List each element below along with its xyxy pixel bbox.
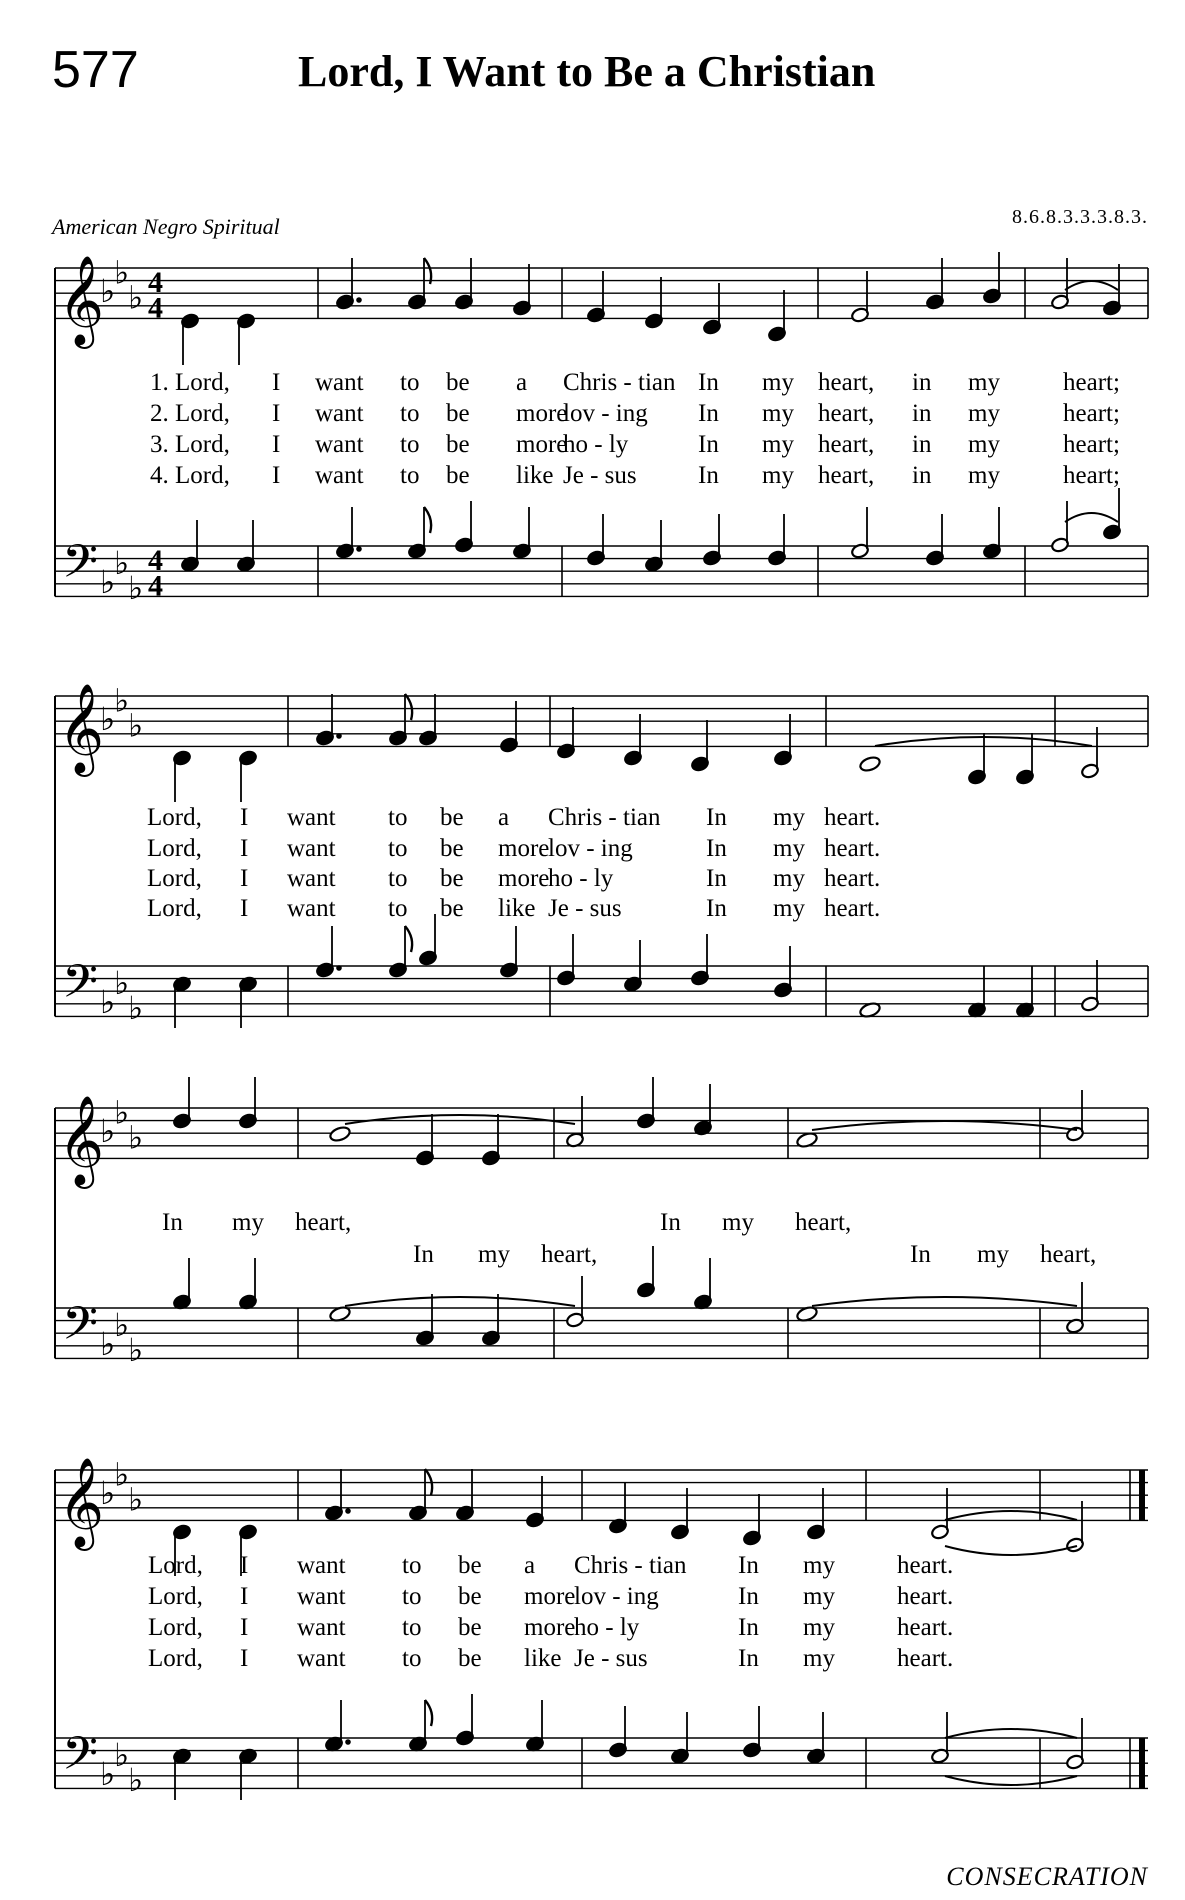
lyric-syllable: be	[458, 1552, 482, 1579]
lyric-syllable: a	[524, 1552, 536, 1579]
lyric-syllable: heart.	[897, 1583, 954, 1610]
flag	[425, 1700, 432, 1726]
lyric-syllable: In	[706, 895, 727, 922]
treble-note	[512, 264, 531, 316]
treble-note	[415, 1114, 434, 1166]
verse-3-lyrics	[148, 1614, 953, 1641]
category-label: CONSECRATION	[946, 1862, 1148, 1891]
tie	[812, 1297, 1077, 1306]
lyric-syllable: want	[315, 462, 364, 489]
bass-staff	[55, 1305, 1148, 1358]
lyric-syllable: heart,	[818, 400, 875, 427]
bass-note	[767, 514, 786, 566]
lyric-syllable: Chris - tian	[574, 1552, 687, 1579]
lyric-syllable: In	[660, 1209, 681, 1236]
lyric-syllable: Lord,	[148, 1614, 203, 1641]
lyric-syllable: my	[968, 400, 1000, 427]
lyric-syllable: want	[297, 1583, 346, 1610]
lyric-syllable: ho - ly	[574, 1614, 640, 1641]
treble-note	[329, 1125, 352, 1143]
lyric-syllable: heart;	[1063, 369, 1120, 396]
lyric-syllable: want	[315, 431, 364, 458]
lyric-syllable: my	[773, 835, 805, 862]
bass-note	[172, 1748, 191, 1800]
echo-lyrics-lower	[413, 1241, 1096, 1268]
lyric-syllable: lov - ing	[563, 400, 648, 427]
bass-note	[693, 1258, 712, 1310]
treble-note	[315, 694, 341, 746]
lyric-syllable: I	[240, 804, 249, 831]
lyric-syllable: lov - ing	[548, 835, 633, 862]
lyric-syllable: I	[272, 369, 281, 396]
bass-note	[172, 976, 191, 1028]
lyric-syllable: heart,	[295, 1209, 352, 1236]
lyric-syllable: to	[388, 804, 408, 831]
meter-label: 8.6.8.3.3.3.8.3.	[1012, 206, 1148, 228]
lyric-syllable: I	[240, 1645, 249, 1672]
lyric-syllable: Lord,	[148, 1552, 203, 1579]
treble-note	[644, 277, 663, 329]
lyric-syllable: my	[773, 804, 805, 831]
lyric-syllable: to	[402, 1552, 422, 1579]
tie	[945, 1546, 1077, 1555]
lyric-syllable: my	[762, 462, 794, 489]
lyric-syllable: 4. Lord,	[150, 462, 230, 489]
lyric-syllable: 1. Lord,	[150, 369, 230, 396]
hymn-number: 577	[52, 41, 139, 99]
lyric-syllable: more	[524, 1614, 576, 1641]
dot	[345, 1739, 351, 1745]
treble-note	[636, 1077, 655, 1129]
lyric-syllable: my	[803, 1614, 835, 1641]
time-signature-denominator: 4	[148, 291, 163, 325]
treble-staff	[55, 1108, 1148, 1158]
lyric-syllable: In	[738, 1614, 759, 1641]
treble-note	[180, 313, 199, 365]
bass-note	[636, 1246, 655, 1298]
lyric-syllable: heart.	[824, 895, 881, 922]
lyric-syllable: to	[400, 462, 420, 489]
flag	[405, 926, 412, 952]
lyric-syllable: my	[722, 1209, 754, 1236]
bass-note	[586, 514, 605, 566]
treble-note	[525, 1476, 544, 1528]
lyric-syllable: I	[240, 865, 249, 892]
lyric-syllable: heart.	[897, 1645, 954, 1672]
lyric-syllable: In	[706, 804, 727, 831]
tie	[812, 1121, 1077, 1130]
lyric-syllable: want	[287, 835, 336, 862]
lyric-syllable: I	[240, 895, 249, 922]
bass-note	[925, 514, 944, 566]
lyric-syllable: heart.	[897, 1614, 954, 1641]
key-signature-flat: ♭	[128, 989, 144, 1028]
lyric-syllable: be	[458, 1614, 482, 1641]
source-attribution: American Negro Spiritual	[52, 214, 280, 239]
lyric-syllable: I	[272, 462, 281, 489]
lyric-syllable: Je - sus	[563, 462, 637, 489]
dot	[336, 965, 342, 971]
lyric-syllable: in	[912, 431, 932, 458]
lyric-syllable: heart.	[897, 1552, 954, 1579]
lyric-syllable: my	[773, 865, 805, 892]
lyric-syllable: Lord,	[147, 804, 202, 831]
lyric-syllable: want	[315, 400, 364, 427]
time-signature-numerator: 4	[148, 266, 163, 300]
verse-1-lyrics	[148, 1552, 953, 1579]
bass-note	[1102, 488, 1121, 540]
lyric-syllable: want	[287, 895, 336, 922]
lyric-syllable: to	[388, 835, 408, 862]
key-signature-flat: ♭	[100, 1754, 116, 1793]
bass-note	[238, 1258, 257, 1310]
lyric-syllable: be	[446, 462, 470, 489]
lyric-syllable: my	[773, 895, 805, 922]
tie	[345, 1115, 575, 1124]
treble-note	[850, 271, 869, 323]
lyric-syllable: In	[706, 865, 727, 892]
bass-clef: 𝄢	[62, 954, 99, 1020]
bass-note	[742, 1706, 761, 1758]
key-signature-flat: ♭	[114, 1455, 130, 1494]
lyric-syllable: be	[446, 400, 470, 427]
treble-note	[236, 313, 255, 365]
treble-note	[418, 694, 437, 746]
time-signature-numerator: 4	[148, 544, 163, 578]
lyric-syllable: In	[698, 462, 719, 489]
lyric-syllable: in	[912, 369, 932, 396]
bass-note	[967, 966, 986, 1018]
lyric-syllable: to	[402, 1583, 422, 1610]
bass-note	[525, 1700, 544, 1752]
tie	[945, 1511, 1077, 1520]
bass-note	[982, 507, 1001, 559]
key-signature-flat: ♭	[128, 1480, 144, 1519]
key-signature-flat: ♭	[114, 1735, 130, 1774]
key-signature-flat: ♭	[128, 278, 144, 317]
dot	[336, 733, 342, 739]
lyric-syllable: to	[402, 1614, 422, 1641]
verse-2-lyrics	[150, 400, 1120, 427]
bass-note	[315, 926, 341, 978]
key-signature-flat: ♭	[128, 1331, 144, 1370]
treble-note	[388, 694, 412, 746]
lyric-syllable: I	[272, 400, 281, 427]
lyric-syllable: heart,	[818, 369, 875, 396]
lyric-syllable: In	[738, 1645, 759, 1672]
lyric-syllable: Je - sus	[574, 1645, 648, 1672]
lyric-syllable: my	[803, 1583, 835, 1610]
lyric-syllable: ho - ly	[563, 431, 629, 458]
bass-note	[690, 934, 709, 986]
key-signature-flat: ♭	[114, 963, 130, 1002]
lyric-syllable: my	[762, 369, 794, 396]
key-signature-flat: ♭	[128, 1118, 144, 1157]
lyric-syllable: Chris - tian	[563, 369, 676, 396]
bass-note	[238, 976, 257, 1028]
treble-note	[859, 755, 882, 773]
key-signature-flat: ♭	[128, 1761, 144, 1800]
dot	[345, 1508, 351, 1514]
bass-note	[1080, 960, 1099, 1012]
bass-note	[850, 507, 869, 559]
slur	[1065, 281, 1118, 290]
lyric-syllable: heart,	[818, 462, 875, 489]
lyric-syllable: heart.	[824, 804, 881, 831]
lyric-syllable: my	[803, 1552, 835, 1579]
lyric-syllable: ho - ly	[548, 865, 614, 892]
lyric-syllable: my	[803, 1645, 835, 1672]
bass-note	[335, 507, 361, 559]
tie	[345, 1297, 575, 1306]
tie	[945, 1729, 1077, 1738]
lyric-syllable: a	[516, 369, 528, 396]
key-signature-flat: ♭	[114, 681, 130, 720]
key-signature-flat: ♭	[114, 543, 130, 582]
dot	[356, 546, 362, 552]
lyric-syllable: be	[458, 1645, 482, 1672]
treble-note	[1065, 1090, 1084, 1142]
treble-note	[702, 283, 721, 335]
bass-note	[172, 1258, 191, 1310]
treble-note	[982, 252, 1001, 304]
treble-note	[586, 271, 605, 323]
lyric-syllable: my	[232, 1209, 264, 1236]
slur	[1065, 513, 1118, 522]
key-signature-flat: ♭	[100, 700, 116, 739]
lyric-syllable: In	[413, 1241, 434, 1268]
flag	[405, 694, 412, 720]
treble-note	[238, 1077, 257, 1129]
key-signature-flat: ♭	[128, 706, 144, 745]
verse-2-lyrics	[147, 835, 880, 862]
bass-note	[1015, 966, 1034, 1018]
lyric-syllable: my	[478, 1241, 510, 1268]
verse-4-lyrics	[148, 1645, 953, 1672]
bass-note	[388, 926, 412, 978]
treble-note	[693, 1084, 712, 1136]
lyric-syllable: In	[738, 1552, 759, 1579]
key-signature-flat: ♭	[100, 1112, 116, 1151]
lyric-syllable: to	[388, 895, 408, 922]
treble-note	[1102, 264, 1121, 316]
lyric-syllable: want	[315, 369, 364, 396]
lyric-syllable: heart.	[824, 865, 881, 892]
bass-note	[702, 514, 721, 566]
verse-3-lyrics	[147, 865, 880, 892]
lyric-syllable: like	[516, 462, 554, 489]
lyric-syllable: be	[440, 804, 464, 831]
hymn-title: Lord, I Want to Be a Christian	[298, 47, 876, 96]
lyric-syllable: Lord,	[147, 865, 202, 892]
lyric-syllable: heart,	[795, 1209, 852, 1236]
treble-note	[335, 258, 361, 310]
verse-4-lyrics	[147, 895, 880, 922]
lyric-syllable: like	[524, 1645, 562, 1672]
treble-clef: 𝄞	[58, 1457, 105, 1548]
lyric-syllable: Lord,	[148, 1645, 203, 1672]
lyric-syllable: my	[762, 431, 794, 458]
key-signature-flat: ♭	[114, 253, 130, 292]
bass-note	[408, 1700, 432, 1752]
lyric-syllable: more	[516, 431, 568, 458]
treble-clef: 𝄞	[58, 683, 105, 774]
lyric-syllable: more	[498, 835, 550, 862]
lyric-syllable: to	[402, 1645, 422, 1672]
flag	[424, 507, 431, 533]
lyric-syllable: want	[297, 1614, 346, 1641]
bass-note	[512, 507, 531, 559]
treble-clef: 𝄞	[58, 255, 105, 346]
lyric-syllable: Je - sus	[548, 895, 622, 922]
treble-note	[1050, 258, 1069, 310]
key-signature-flat: ♭	[100, 272, 116, 311]
lyric-syllable: my	[968, 369, 1000, 396]
lyric-syllable: Lord,	[147, 895, 202, 922]
bass-note	[556, 934, 575, 986]
lyric-syllable: my	[968, 431, 1000, 458]
lyric-syllable: Chris - tian	[548, 804, 661, 831]
lyric-syllable: my	[762, 400, 794, 427]
time-signature-denominator: 4	[148, 569, 163, 603]
bass-staff	[55, 1735, 1148, 1788]
lyric-syllable: be	[458, 1583, 482, 1610]
treble-note	[767, 290, 786, 342]
bass-note	[1050, 501, 1069, 553]
lyric-syllable: Lord,	[148, 1583, 203, 1610]
lyric-syllable: to	[400, 369, 420, 396]
bass-note	[565, 1276, 584, 1328]
lyric-syllable: my	[968, 462, 1000, 489]
lyric-syllable: heart,	[818, 431, 875, 458]
lyric-syllable: 2. Lord,	[150, 400, 230, 427]
lyric-syllable: my	[977, 1241, 1009, 1268]
tie	[945, 1776, 1077, 1785]
notehead	[859, 755, 882, 773]
key-signature-flat: ♭	[100, 1324, 116, 1363]
lyric-syllable: In	[162, 1209, 183, 1236]
lyric-syllable: Lord,	[147, 835, 202, 862]
echo-lyrics-upper	[162, 1209, 851, 1236]
notehead	[329, 1125, 352, 1143]
lyric-syllable: more	[524, 1583, 576, 1610]
lyric-syllable: like	[498, 895, 536, 922]
lyric-syllable: heart;	[1063, 400, 1120, 427]
bass-note	[324, 1700, 350, 1752]
key-signature-flat: ♭	[100, 562, 116, 601]
treble-note	[967, 733, 986, 785]
treble-note	[172, 750, 191, 802]
treble-note	[1065, 1501, 1084, 1553]
lyric-syllable: I	[240, 1614, 249, 1641]
lyric-syllable: to	[400, 400, 420, 427]
key-signature-flat: ♭	[100, 982, 116, 1021]
lyric-syllable: to	[388, 865, 408, 892]
lyric-syllable: I	[272, 431, 281, 458]
key-signature-flat: ♭	[128, 569, 144, 608]
lyric-syllable: heart,	[1040, 1241, 1097, 1268]
lyric-syllable: In	[910, 1241, 931, 1268]
lyric-syllable: I	[240, 835, 249, 862]
bass-clef: 𝄢	[62, 1726, 99, 1792]
lyric-syllable: heart,	[541, 1241, 598, 1268]
treble-clef: 𝄞	[58, 1095, 105, 1186]
lyric-syllable: want	[297, 1552, 346, 1579]
bass-note	[1065, 1718, 1084, 1770]
verse-1-lyrics	[150, 369, 1120, 396]
treble-note	[407, 258, 431, 310]
treble-note	[238, 750, 257, 802]
lyric-syllable: be	[440, 865, 464, 892]
lyric-syllable: be	[446, 431, 470, 458]
bass-note	[418, 914, 437, 966]
verse-3-lyrics	[150, 431, 1120, 458]
lyric-syllable: more	[516, 400, 568, 427]
lyric-syllable: to	[400, 431, 420, 458]
lyric-syllable: In	[706, 835, 727, 862]
lyric-syllable: heart;	[1063, 431, 1120, 458]
key-signature-flat: ♭	[100, 1474, 116, 1513]
bass-note	[407, 507, 431, 559]
lyric-syllable: In	[698, 400, 719, 427]
lyric-syllable: be	[440, 895, 464, 922]
treble-note	[481, 1114, 500, 1166]
lyric-syllable: heart.	[824, 835, 881, 862]
lyric-syllable: in	[912, 462, 932, 489]
bass-note	[608, 1706, 627, 1758]
verse-1-lyrics	[147, 804, 880, 831]
lyric-syllable: I	[240, 1583, 249, 1610]
treble-note	[925, 258, 944, 310]
lyric-syllable: In	[738, 1583, 759, 1610]
key-signature-flat: ♭	[114, 1305, 130, 1344]
bass-clef: 𝄢	[62, 1296, 99, 1362]
bass-note	[238, 1748, 257, 1800]
bass-note	[455, 1694, 474, 1746]
lyric-syllable: want	[287, 804, 336, 831]
lyric-syllable: heart;	[1063, 462, 1120, 489]
lyric-syllable: In	[698, 369, 719, 396]
lyric-syllable: I	[240, 1552, 249, 1579]
lyric-syllable: want	[287, 865, 336, 892]
key-signature-flat: ♭	[114, 1093, 130, 1132]
lyric-syllable: 3. Lord,	[150, 431, 230, 458]
treble-note	[172, 1077, 191, 1129]
lyric-syllable: in	[912, 400, 932, 427]
treble-note	[556, 707, 575, 759]
verse-4-lyrics	[150, 462, 1120, 489]
lyric-syllable: In	[698, 431, 719, 458]
treble-note	[454, 258, 473, 310]
lyric-syllable: be	[446, 369, 470, 396]
lyric-syllable: a	[498, 804, 510, 831]
dot	[356, 297, 362, 303]
bass-note	[454, 501, 473, 553]
verse-2-lyrics	[148, 1583, 953, 1610]
lyric-syllable: want	[297, 1645, 346, 1672]
treble-note	[1080, 727, 1099, 779]
treble-note	[1015, 733, 1034, 785]
lyric-syllable: be	[440, 835, 464, 862]
lyric-syllable: lov - ing	[574, 1583, 659, 1610]
bass-note	[773, 946, 792, 998]
lyric-syllable: more	[498, 865, 550, 892]
bass-note	[499, 926, 518, 978]
bass-clef: 𝄢	[62, 534, 99, 600]
